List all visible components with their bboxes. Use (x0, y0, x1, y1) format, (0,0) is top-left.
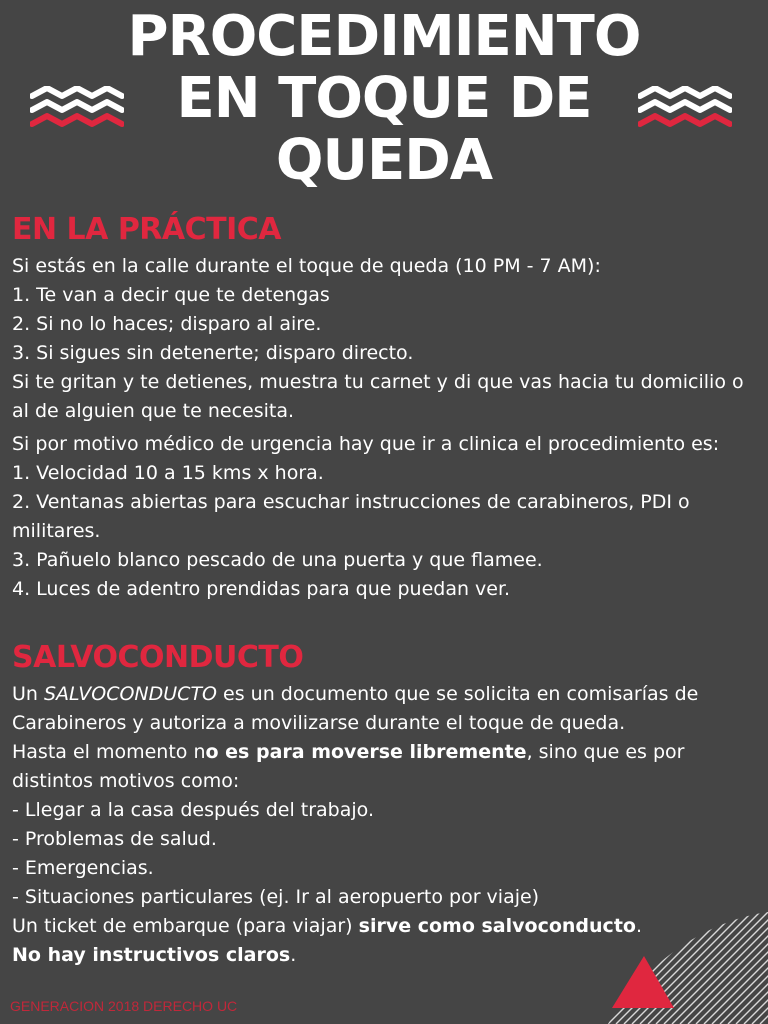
practice-line: Si estás en la calle durante el toque de queda (10 PM - 7 AM): (12, 255, 601, 277)
practice-line: Si te gritan y te detienes, muestra tu carnet y di que vas hacia tu domicilio o al de alguien que te necesita. (12, 371, 744, 422)
salvoconducto-intro: Un SALVOCONDUCTO es un documento que se solicita en comisarías de Carabineros y autoriza a movilizarse durante el toque de queda. (12, 683, 699, 734)
final-line: No hay instructivos claros. (12, 944, 297, 966)
medical-line: Si por motivo médico de urgencia hay que ir a clinica el procedimiento es: (12, 433, 720, 455)
heading-salvoconducto: SALVOCONDUCTO (12, 640, 304, 675)
footer-credit: GENERACION 2018 DERECHO UC (10, 998, 238, 1014)
hatched-corner-icon (608, 912, 768, 1024)
practice-line: 2. Si no lo haces; disparo al aire. (12, 313, 322, 335)
motivo-item: - Emergencias. (12, 857, 154, 879)
salvoconducto-hasta: Hasta el momento no es para moverse libremente, sino que es por distintos motivos como: (12, 741, 685, 792)
salvoconducto-term: SALVOCONDUCTO (44, 683, 218, 705)
motivo-item: - Llegar a la casa después del trabajo. (12, 799, 374, 821)
practice-text (12, 252, 752, 604)
title-line-1: PROCEDIMIENTO (127, 4, 641, 69)
motivo-item: - Situaciones particulares (ej. Ir al aeropuerto por viaje) (12, 886, 540, 908)
medical-line: 4. Luces de adentro prendidas para que puedan ver. (12, 578, 511, 600)
motivo-item: - Problemas de salud. (12, 828, 217, 850)
medical-line: 3. Pañuelo blanco pescado de una puerta y que flamee. (12, 549, 543, 571)
medical-line: 1. Velocidad 10 a 15 kms x hora. (12, 462, 324, 484)
practice-line: 3. Si sigues sin detenerte; disparo directo. (12, 342, 414, 364)
practice-line: 1. Te van a decir que te detengas (12, 284, 330, 306)
zigzag-left-icon (30, 86, 124, 134)
title-line-2: EN TOQUE DE (176, 66, 592, 131)
zigzag-right-icon (638, 86, 732, 134)
medical-line: 2. Ventanas abiertas para escuchar instrucciones de carabineros, PDI o militares. (12, 491, 690, 542)
heading-practice: EN LA PRÁCTICA (12, 212, 282, 247)
ticket-line: Un ticket de embarque (para viajar) sirve como salvoconducto. (12, 915, 642, 937)
title-line-3: QUEDA (275, 128, 493, 193)
